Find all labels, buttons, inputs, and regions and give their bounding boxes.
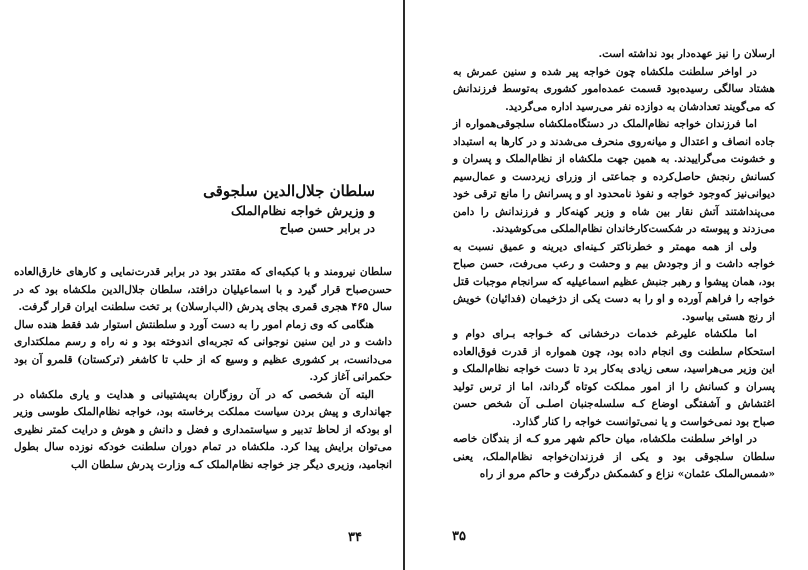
paragraph: در اواخر سلطنت ملکشاه چون خواجه پیر شده و سنین عمرش به هشتاد سالگی رسیده‌بود قسمت عمده‌امور کشوری به‌توسط فرزندانش که می‌گویند تعدادشان به دوازده نفر می‌رسید اداره می‌گردید. [453, 65, 775, 113]
chapter-title: سلطان جلال‌الدین سلجوقی [203, 182, 375, 200]
paragraph: ولی از همه مهمتر و خطرناکتر کـینه‌ای دیرینه و عمیق نسبت به خواجه داشت و از وجودش بیم و وحشت و رعب می‌رفت، حسن صباح بود، همان پیشوا و رهبر جنبش عظیم اسماعیلیه که سرانجام موجبات قتل خواجه را فراهم آورده و او را به دست یکی از دژخیمان (فدائیان) خویش از رنج هستی بیاسود. [453, 240, 775, 323]
page-number: ۳۵ [452, 529, 466, 544]
left-page [0, 2, 403, 568]
page-number: ۳۴ [348, 530, 362, 545]
paragraph: هنگامی که وی زمام امور را به دست آورد و سلطنتش استوار شد فقط هنده سال داشت و در این سنین نوجوانی که تجربه‌ای اندوخته بود و نه راه و رسم مملکتداری می‌دانست، بر کشوری عظیم و وسیع که از حلب تا کاشغر (ترکستان) قلمرو آن بود حکمرانی آغاز کرد. [14, 318, 392, 383]
chapter-subtitle: و وزیرش خواجه نظام‌الملک [230, 203, 375, 218]
right-page [405, 2, 808, 568]
paragraph: سلطان نیرومند و با کبکبه‌ای که مقتدر بود در برابر قدرت‌نمایی و کارهای خارق‌العاده حسن‌صباح قرار گیرد و با اسماعیلیان درافتد، سلطان جلال‌الدین ملکشاه بود که در سال ۴۶۵ هجری قمری بجای پدرش (الب‌ارسلان) بر تخت سلطنت ایران قرار گرفت. [14, 266, 392, 313]
paragraph: اما ملکشاه علیرغم خدمات درخشانی که خـواجه بـرای دوام و استحکام سلطنت وی انجام داده بود، چون همواره از قدرت فوق‌العاده این وزیر می‌هراسید، سعی زیادی به‌کار برد تا دست خواجه نظام‌الملک و پسران و کسانش را از امور مملکت کوتاه گرداند، اما از ترس تولید اغتشاش و آشفتگی اوضاع کـه سلسله‌جنبان اصلـی آن شخص حسن صباح بود نمی‌خواست و یا نمی‌توانست خواجه را کنار گذارد. [453, 328, 775, 428]
paragraph: البته آن شخصی که در آن روزگاران به‌پشتیبانی و هدایت و یاری ملکشاه در جهانداری و پیش بردن سیاست مملکت برخاسته بود، خواجه نظام‌الملک طوسی وزیر او بودکه از لحاظ تدبیر و سیاستمداری و فضل و دانش و هوش و درایت کمتر نظیری می‌توان برایش پیدا کرد. ملکشاه در تمام دوران سلطنت خودکه نوزده سال بطول انجامید، وزیری دیگر جز خواجه نظام‌الملک کـه وزارت پدرش سلطان الب [14, 388, 392, 471]
paragraph: ارسلان را نیز عهده‌دار بود نداشته است. [598, 48, 775, 60]
chapter-subtitle-2: در برابر حسن صباح [279, 221, 375, 235]
chapter-heading [150, 180, 375, 237]
paragraph: اما فرزندان خواجه نظام‌الملک در دستگاه‌ملکشاه سلجوقی‌همواره از جاده انصاف و اعتدال و میانه‌روی منحرف می‌شدند و در کارها به استبداد و خشونت می‌گراییدند. به همین جهت ملکشاه از نظام‌الملک و پسران و کسانش رنجش حاصل‌کرده و جماعتی از وزرای زیردست و عمال‌سیم دیوانی‌نیز که‌وجود خواجه و نفوذ نامحدود او و پسرانش را مانع ترقی خود می‌پنداشتند آتش نقار بین شاه و وزیر کهنه‌کار و فرزندانش را دامن می‌زدند و پیوسته در شکست‌کار‌خاندان نظام‌الملکی می‌کوشیدند. [453, 118, 775, 235]
paragraph: در اواخر سلطنت ملکشاه، میان حاکم شهر مرو کـه از بندگان خاصه سلطان سلجوقی بود و یکی از فرزندان‌خواجه نظام‌الملک، یعنی «شمس‌الملک عثمان» نزاع و کشمکش درگرفت و حاکم مرو از راه [453, 433, 775, 480]
right-page-body [453, 46, 775, 484]
left-page-body [14, 264, 392, 474]
